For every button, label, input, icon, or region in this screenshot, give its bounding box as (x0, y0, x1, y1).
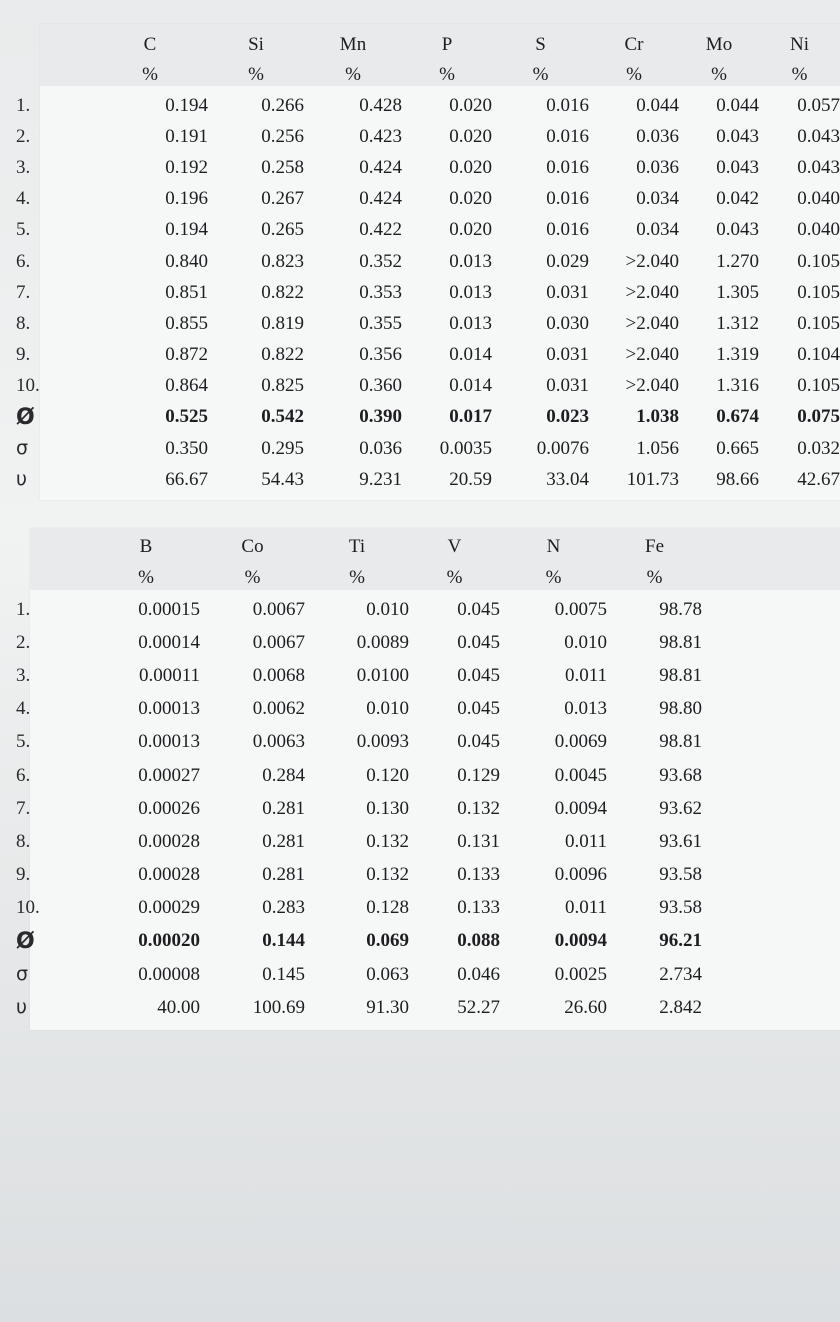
column-unit: % (711, 64, 727, 85)
table-cell: 0.665 (716, 437, 759, 459)
row-label: 2. (16, 631, 31, 653)
table-cell: 0.864 (165, 375, 208, 397)
column-header: Ni (790, 34, 809, 55)
table-cell: 33.04 (546, 468, 589, 490)
table-cell: 0.043 (716, 156, 759, 178)
table-cell: 98.81 (659, 731, 702, 753)
sigma-row (12, 958, 702, 991)
row-label: 1. (16, 598, 31, 620)
table-cell: 0.042 (716, 188, 759, 210)
table-row (12, 371, 840, 402)
unit-header-row (12, 60, 840, 90)
column-header: Mn (339, 34, 367, 55)
table-cell: 0.0035 (439, 437, 492, 459)
header-corner (12, 531, 92, 562)
row-label: 4. (16, 698, 31, 720)
table-cell: 0.133 (457, 864, 500, 886)
table-cell: 54.43 (261, 468, 304, 490)
table-cell: 0.840 (165, 250, 208, 272)
table-cell: 0.031 (546, 344, 589, 366)
table-cell: 0.822 (261, 344, 304, 366)
column-unit: % (345, 64, 361, 85)
table-cell: 0.011 (564, 664, 607, 686)
table-cell: 0.00015 (138, 598, 200, 620)
table-cell: 0.020 (449, 219, 492, 241)
column-header: Ti (348, 535, 366, 557)
upsilon-row (12, 991, 702, 1024)
mean-symbol-glyph: Ø (16, 928, 35, 954)
table-row (12, 277, 840, 308)
column-header: C (143, 34, 157, 55)
table-cell: 0.020 (449, 188, 492, 210)
table-cell: 1.038 (636, 406, 679, 428)
table-cell: 0.295 (261, 437, 304, 459)
table-row (12, 626, 702, 659)
table-cell: 0.281 (262, 797, 305, 819)
row-label: 4. (16, 188, 31, 210)
table-cell: 0.030 (546, 312, 589, 334)
composition-table-top (12, 30, 840, 495)
table-cell: 0.0096 (554, 864, 607, 886)
sigma-row (12, 433, 840, 464)
table-row (12, 792, 702, 825)
column-header: S (535, 34, 546, 55)
table-cell: 0.132 (366, 864, 409, 886)
table-cell: 0.267 (261, 188, 304, 210)
table-cell: 93.58 (659, 864, 702, 886)
table-row (12, 308, 840, 339)
column-header: B (139, 535, 153, 557)
table-cell: 1.056 (636, 437, 679, 459)
table-cell: 0.010 (366, 598, 409, 620)
table-cell: 26.60 (564, 996, 607, 1018)
mean-symbol-glyph: Ø (16, 404, 35, 430)
table-bottom-body (12, 593, 702, 1024)
table-cell: 0.040 (797, 219, 840, 241)
table-cell: 0.352 (359, 250, 402, 272)
row-label: 9. (16, 864, 31, 886)
table-cell: 0.075 (797, 406, 840, 428)
row-label: 3. (16, 664, 31, 686)
table-cell: 0.020 (449, 94, 492, 116)
column-unit: % (646, 566, 663, 588)
table-cell: 0.00013 (138, 698, 200, 720)
table-cell: 40.00 (157, 996, 200, 1018)
table-cell: 0.013 (449, 250, 492, 272)
table-cell: 0.046 (457, 963, 500, 985)
table-cell: 0.0075 (554, 598, 607, 620)
table-row (12, 892, 702, 925)
table-cell: 0.045 (457, 631, 500, 653)
row-label: 6. (16, 764, 31, 786)
table-cell: 0.258 (261, 156, 304, 178)
table-row (12, 215, 840, 246)
table-cell: 0.350 (165, 437, 208, 459)
table-cell: 0.0089 (356, 631, 409, 653)
table-cell: 0.0045 (554, 764, 607, 786)
table-cell: 0.011 (564, 830, 607, 852)
table-cell: 0.045 (457, 698, 500, 720)
table-cell: 0.029 (546, 250, 589, 272)
table-cell: 100.69 (252, 996, 305, 1018)
table-cell: 0.00028 (138, 864, 200, 886)
table-cell: 0.424 (359, 156, 402, 178)
table-cell: 0.872 (165, 344, 208, 366)
table-cell: 0.822 (261, 281, 304, 303)
table-cell: 98.80 (659, 698, 702, 720)
table-cell: 0.016 (546, 125, 589, 147)
table-cell: 0.265 (261, 219, 304, 241)
table-cell: 0.031 (546, 375, 589, 397)
table-row (12, 759, 702, 792)
table-cell: 93.58 (659, 897, 702, 919)
table-cell: 0.00026 (138, 797, 200, 819)
row-label: 7. (16, 281, 31, 303)
column-header: Si (248, 34, 264, 55)
table-cell: 0.0067 (252, 631, 305, 653)
table-cell: 0.266 (261, 94, 304, 116)
table-cell: 0.144 (262, 930, 305, 952)
table-cell: 0.016 (546, 94, 589, 116)
column-unit: % (138, 566, 154, 588)
table-cell: 0.045 (457, 664, 500, 686)
table-cell: 0.855 (165, 312, 208, 334)
sigma-symbol-glyph: σ (16, 437, 29, 460)
table-cell: 0.360 (359, 375, 402, 397)
column-header: Co (241, 535, 264, 557)
table-cell: 0.0093 (356, 731, 409, 753)
table-cell: 0.823 (261, 250, 304, 272)
header-corner (12, 562, 92, 593)
table-cell: 0.020 (449, 125, 492, 147)
table-cell: 0.132 (457, 797, 500, 819)
table-cell: 0.130 (366, 797, 409, 819)
table-cell: 0.00013 (138, 731, 200, 753)
table-cell: 98.81 (659, 664, 702, 686)
table-cell: 0.013 (449, 281, 492, 303)
unit-header-row (12, 562, 702, 593)
column-unit: % (532, 64, 549, 85)
table-cell: 52.27 (457, 996, 500, 1018)
column-header: P (441, 34, 453, 55)
table-cell: 0.0025 (554, 963, 607, 985)
column-unit: % (142, 64, 158, 85)
composition-table-bottom (12, 531, 702, 1024)
table-cell: 0.0069 (554, 731, 607, 753)
table-cell: 2.842 (659, 996, 702, 1018)
table-cell: 0.032 (797, 437, 840, 459)
table-row (12, 726, 702, 759)
table-cell: 0.036 (636, 125, 679, 147)
table-cell: 0.825 (261, 375, 304, 397)
table-cell: 42.67 (797, 468, 840, 490)
table-cell: 0.105 (797, 250, 840, 272)
table-cell: 0.040 (797, 188, 840, 210)
table-cell: 0.542 (261, 406, 304, 428)
table-cell: >2.040 (625, 344, 679, 366)
table-cell: 0.0068 (252, 664, 305, 686)
upsilon-symbol (12, 991, 92, 1024)
table-cell: 0.010 (366, 698, 409, 720)
table-cell: 0.013 (564, 698, 607, 720)
table-cell: 1.312 (716, 312, 759, 334)
table-row (12, 593, 702, 626)
table-cell: 0.044 (716, 94, 759, 116)
table-cell: 9.231 (359, 468, 402, 490)
table-cell: 0.424 (359, 188, 402, 210)
mean-symbol (12, 402, 92, 433)
upsilon-row (12, 464, 840, 495)
table-row (12, 246, 840, 277)
table-cell: 0.016 (546, 219, 589, 241)
table-cell: 0.191 (165, 125, 208, 147)
table-cell: 0.105 (797, 375, 840, 397)
table-cell: 101.73 (626, 468, 679, 490)
table-cell: >2.040 (625, 312, 679, 334)
sigma-symbol (12, 958, 92, 991)
table-cell: 0.428 (359, 94, 402, 116)
table-cell: 0.00011 (138, 664, 200, 686)
table-cell: 0.0063 (252, 731, 305, 753)
table-row (12, 825, 702, 858)
table-cell: 0.283 (262, 897, 305, 919)
table-cell: 0.104 (797, 344, 840, 366)
row-label: 8. (16, 830, 31, 852)
table-cell: 0.194 (165, 219, 208, 241)
row-label: 10. (16, 375, 40, 397)
table-cell: 0.045 (457, 598, 500, 620)
table-cell: 2.734 (659, 963, 702, 985)
table-cell: 0.011 (564, 897, 607, 919)
table-cell: 0.422 (359, 219, 402, 241)
table-cell: 0.192 (165, 156, 208, 178)
table-row (12, 859, 702, 892)
table-cell: 0.0076 (536, 437, 589, 459)
table-cell: >2.040 (625, 250, 679, 272)
upsilon-symbol-glyph: υ (16, 468, 27, 491)
row-label: 10. (16, 897, 40, 919)
table-cell: 0.069 (366, 930, 409, 952)
table-cell: 20.59 (449, 468, 492, 490)
table-cell: 91.30 (366, 996, 409, 1018)
table-cell: 0.088 (457, 930, 500, 952)
column-unit: % (244, 566, 261, 588)
table-cell: 0.017 (449, 406, 492, 428)
mean-symbol (12, 925, 92, 958)
row-label: 7. (16, 797, 31, 819)
row-label: 8. (16, 312, 31, 334)
table-cell: 0.525 (165, 406, 208, 428)
upsilon-symbol (12, 464, 92, 495)
header-corner (12, 60, 92, 90)
element-header-row (12, 30, 840, 60)
table-cell: 0.043 (797, 156, 840, 178)
table-cell: 0.674 (716, 406, 759, 428)
table-cell: 0.00020 (138, 930, 200, 952)
table-row (12, 659, 702, 692)
table-cell: 0.036 (636, 156, 679, 178)
table-cell: 0.105 (797, 312, 840, 334)
table-row (12, 90, 840, 121)
table-cell: 0.00028 (138, 830, 200, 852)
table-cell: 1.319 (716, 344, 759, 366)
table-cell: 0.023 (546, 406, 589, 428)
column-unit: % (248, 64, 264, 85)
table-cell: 0.016 (546, 156, 589, 178)
table-row (12, 184, 840, 215)
table-cell: 0.063 (366, 963, 409, 985)
table-cell: 0.281 (262, 864, 305, 886)
column-unit: % (349, 566, 365, 588)
column-header: Fe (645, 535, 664, 557)
table-cell: 0.014 (449, 344, 492, 366)
table-cell: 0.00014 (138, 631, 200, 653)
table-cell: 0.0062 (252, 698, 305, 720)
table-cell: 96.21 (659, 930, 702, 952)
table-cell: >2.040 (625, 281, 679, 303)
table-cell: 0.043 (716, 125, 759, 147)
table-cell: 1.316 (716, 375, 759, 397)
element-header-row (12, 531, 702, 562)
table-cell: 0.145 (262, 963, 305, 985)
upsilon-symbol-glyph: υ (16, 996, 27, 1019)
table-cell: 0.0067 (252, 598, 305, 620)
table-cell: 0.196 (165, 188, 208, 210)
table-cell: 0.0094 (554, 930, 607, 952)
table-cell: 0.045 (457, 731, 500, 753)
table-cell: 0.284 (262, 764, 305, 786)
table-cell: 0.0100 (356, 664, 409, 686)
table-cell: 0.057 (797, 94, 840, 116)
table-cell: 0.013 (449, 312, 492, 334)
table-cell: 98.81 (659, 631, 702, 653)
table-row (12, 340, 840, 371)
table-cell: 0.355 (359, 312, 402, 334)
row-label: 2. (16, 125, 31, 147)
table-row (12, 121, 840, 152)
table-cell: 0.128 (366, 897, 409, 919)
table-cell: 0.194 (165, 94, 208, 116)
table-cell: 98.78 (659, 598, 702, 620)
row-label: 9. (16, 344, 31, 366)
column-header: Cr (624, 34, 644, 55)
mean-row (12, 402, 840, 433)
table-top-body (12, 90, 840, 495)
table-cell: 0.00027 (138, 764, 200, 786)
table-cell: 0.016 (546, 188, 589, 210)
table-cell: 0.423 (359, 125, 402, 147)
column-unit: % (439, 64, 455, 85)
table-cell: 0.034 (636, 219, 679, 241)
table-cell: 0.031 (546, 281, 589, 303)
table-cell: >2.040 (625, 375, 679, 397)
column-unit: % (446, 566, 463, 588)
table-cell: 93.61 (659, 830, 702, 852)
table-cell: 0.020 (449, 156, 492, 178)
table-cell: 0.129 (457, 764, 500, 786)
table-cell: 93.62 (659, 797, 702, 819)
table-cell: 0.105 (797, 281, 840, 303)
row-label: 6. (16, 250, 31, 272)
table-cell: 0.356 (359, 344, 402, 366)
column-unit: % (626, 64, 642, 85)
table-cell: 66.67 (165, 468, 208, 490)
table-row (12, 152, 840, 183)
table-cell: 93.68 (659, 764, 702, 786)
row-label: 5. (16, 731, 31, 753)
table-cell: 98.66 (716, 468, 759, 490)
table-cell: 0.353 (359, 281, 402, 303)
row-label: 3. (16, 156, 31, 178)
table-cell: 0.043 (797, 125, 840, 147)
table-cell: 0.00008 (138, 963, 200, 985)
table-cell: 0.014 (449, 375, 492, 397)
row-label: 1. (16, 94, 31, 116)
table-cell: 0.034 (636, 188, 679, 210)
column-unit: % (791, 64, 808, 85)
column-unit: % (545, 566, 562, 588)
table-cell: 0.132 (366, 830, 409, 852)
table-cell: 0.256 (261, 125, 304, 147)
sigma-symbol (12, 433, 92, 464)
table-cell: 0.390 (359, 406, 402, 428)
table-row (12, 693, 702, 726)
table-cell: 0.0094 (554, 797, 607, 819)
table-cell: 1.305 (716, 281, 759, 303)
mean-row (12, 925, 702, 958)
table-cell: 0.00029 (138, 897, 200, 919)
table-cell: 0.010 (564, 631, 607, 653)
column-header: V (447, 535, 462, 557)
table-cell: 0.036 (359, 437, 402, 459)
table-cell: 1.270 (716, 250, 759, 272)
row-label: 5. (16, 219, 31, 241)
column-header: N (546, 535, 561, 557)
table-cell: 0.131 (457, 830, 500, 852)
table-cell: 0.281 (262, 830, 305, 852)
table-cell: 0.044 (636, 94, 679, 116)
table-cell: 0.043 (716, 219, 759, 241)
column-header: Mo (705, 34, 733, 55)
table-cell: 0.819 (261, 312, 304, 334)
table-cell: 0.133 (457, 897, 500, 919)
header-corner (12, 30, 92, 60)
table-cell: 0.120 (366, 764, 409, 786)
sigma-symbol-glyph: σ (16, 963, 29, 986)
table-cell: 0.851 (165, 281, 208, 303)
